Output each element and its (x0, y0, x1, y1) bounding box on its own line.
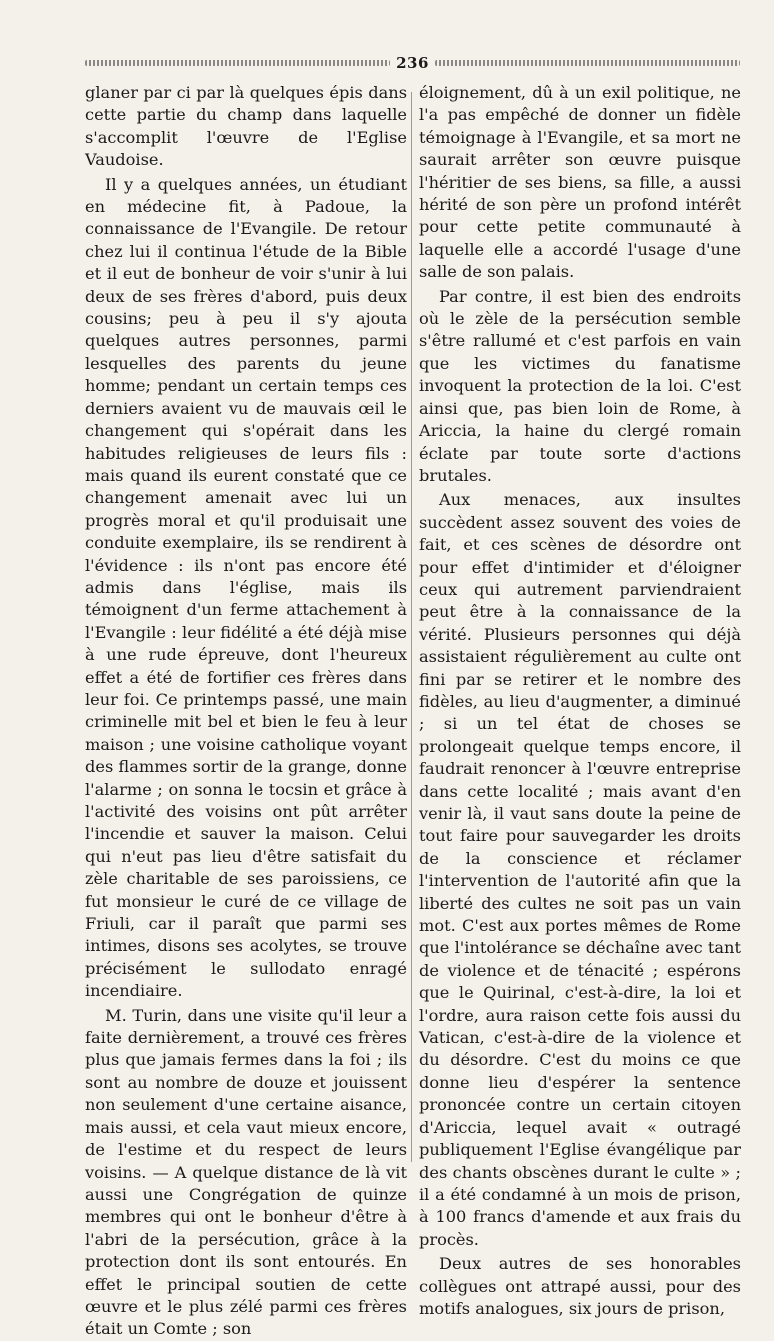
column-divider (411, 92, 412, 1162)
paragraph: Par contre, il est bien des endroits où le zèle de la persécution semble s'être rallumé et c'est parfois en vain que les victimes du fanatisme invoquent la protection de la loi. C'est ainsi que, pas bien loin de Rome, à Ariccia, la haine du clergé romain éclate par toute sorte d'actions brutales. (419, 286, 741, 485)
paragraph: éloignement, dû à un exil politique, ne l'a pas empêché de donner un fidèle témoignage à l'Evangile, et sa mort ne saurait arrêter son œuvre puisque l'héritier de ses biens, sa fille, a aussi hérité de son père un profond intérêt pour cette petite communauté à laquelle elle a accordé l'usage d'une salle de son palais. (419, 83, 741, 282)
header-rule-left (85, 60, 390, 66)
page-number: 236 (396, 54, 429, 72)
header-rule-right (435, 60, 740, 66)
paragraph: Aux menaces, aux insultes succèdent assez souvent des voies de fait, et ces scènes de désordre ont pour effet d'intimider et d'éloigner ceux qui autrement parviendraient peut être à la connaissance de la vérité. Plusieurs personnes qui déjà assistaient régulièrement au culte ont fini par se retirer et le nombre des fidèles, au lieu d'augmenter, a diminué ; si un tel état de choses se prolongeait quelque temps encore, il faudrait renoncer à l'œuvre entreprise dans cette localité ; mais avant d'en venir là, il vaut sans doute la peine de tout faire pour sauvegarder les droits de la conscience et réclamer l'intervention de l'autorité afin que la liberté des cultes ne soit pas un vain mot. C'est aux portes mêmes de Rome que l'intolérance se déchaîne avec tant de violence et de ténacité ; espérons que le Quirinal, c'est-à-dire, la loi et l'ordre, aura raison cette fois aussi du Vatican, c'est-à-dire de la violence et du désordre. C'est du moins ce que donne lieu d'espérer la sentence prononcée contre un certain citoyen d'Ariccia, lequel avait « outragé publiquement l'Eglise évangélique par des chants obscènes durant le culte » ; il a été condamné à un mois de prison, à 100 francs d'amende et aux frais du procès. (419, 490, 741, 1249)
paragraph: Deux autres de ses honorables collègues ont attrapé aussi, pour des motifs analogues, six jours de prison, (419, 1254, 741, 1318)
page-header (85, 52, 740, 74)
paragraph: M. Turin, dans une visite qu'il leur a faite dernièrement, a trouvé ces frères plus que jamais fermes dans la foi ; ils sont au nombre de douze et jouissent non seulement d'une certaine aisance, mais aussi, et cela vaut mieux encore, de l'estime et du respect de leurs voisins. — A quelque distance de là vit aussi une Congrégation de quinze membres qui ont le bonheur d'être à l'abri de la persécution, grâce à la protection dont ils sont entourés. En effet le principal soutien de cette œuvre et le plus zélé parmi ces frères était un Comte ; son (85, 1005, 407, 1339)
left-column (85, 82, 407, 1341)
paragraph: Il y a quelques années, un étudiant en médecine fit, à Padoue, la connaissance de l'Evangile. De retour chez lui il continua l'étude de la Bible et il eut de bonheur de voir s'unir à lui deux de ses frères d'abord, puis deux cousins; peu à peu il s'y ajouta quelques autres personnes, parmi lesquelles des parents du jeune homme; pendant un certain temps ces derniers avaient vu de mauvais œil le changement qui s'opérait dans les habitudes religieuses de leurs fils : mais quand ils eurent constaté que ce changement amenait avec lui un progrès moral et qu'il produisait une conduite exemplaire, ils se rendirent à l'évidence : ils n'ont pas encore été admis dans l'église, mais ils témoignent d'un ferme attachement à l'Evangile : leur fidélité a été déjà mise à une rude épreuve, dont l'heureux effet a été de fortifier ces frères dans leur foi. Ce printemps passé, une main criminelle mit bel et bien le feu à leur maison ; une voisine catholique voyant des flammes sortir de la grange, donne l'alarme ; on sonna le tocsin et grâce à l'activité des voisins ont pût arrêter l'incendie et sauver la maison. Celui qui n'eut pas lieu d'être satisfait du zèle charitable de ses paroissiens, ce fut monsieur le curé de ce village de Friuli, car il paraît que parmi ses intimes, disons ses acolytes, se trouve précisément le sullodato enragé incendiaire. (85, 174, 407, 1001)
paragraph: glaner par ci par là quelques épis dans cette partie du champ dans laquelle s'accomplit l'œuvre de l'Eglise Vaudoise. (85, 83, 407, 170)
right-column (419, 82, 741, 1320)
